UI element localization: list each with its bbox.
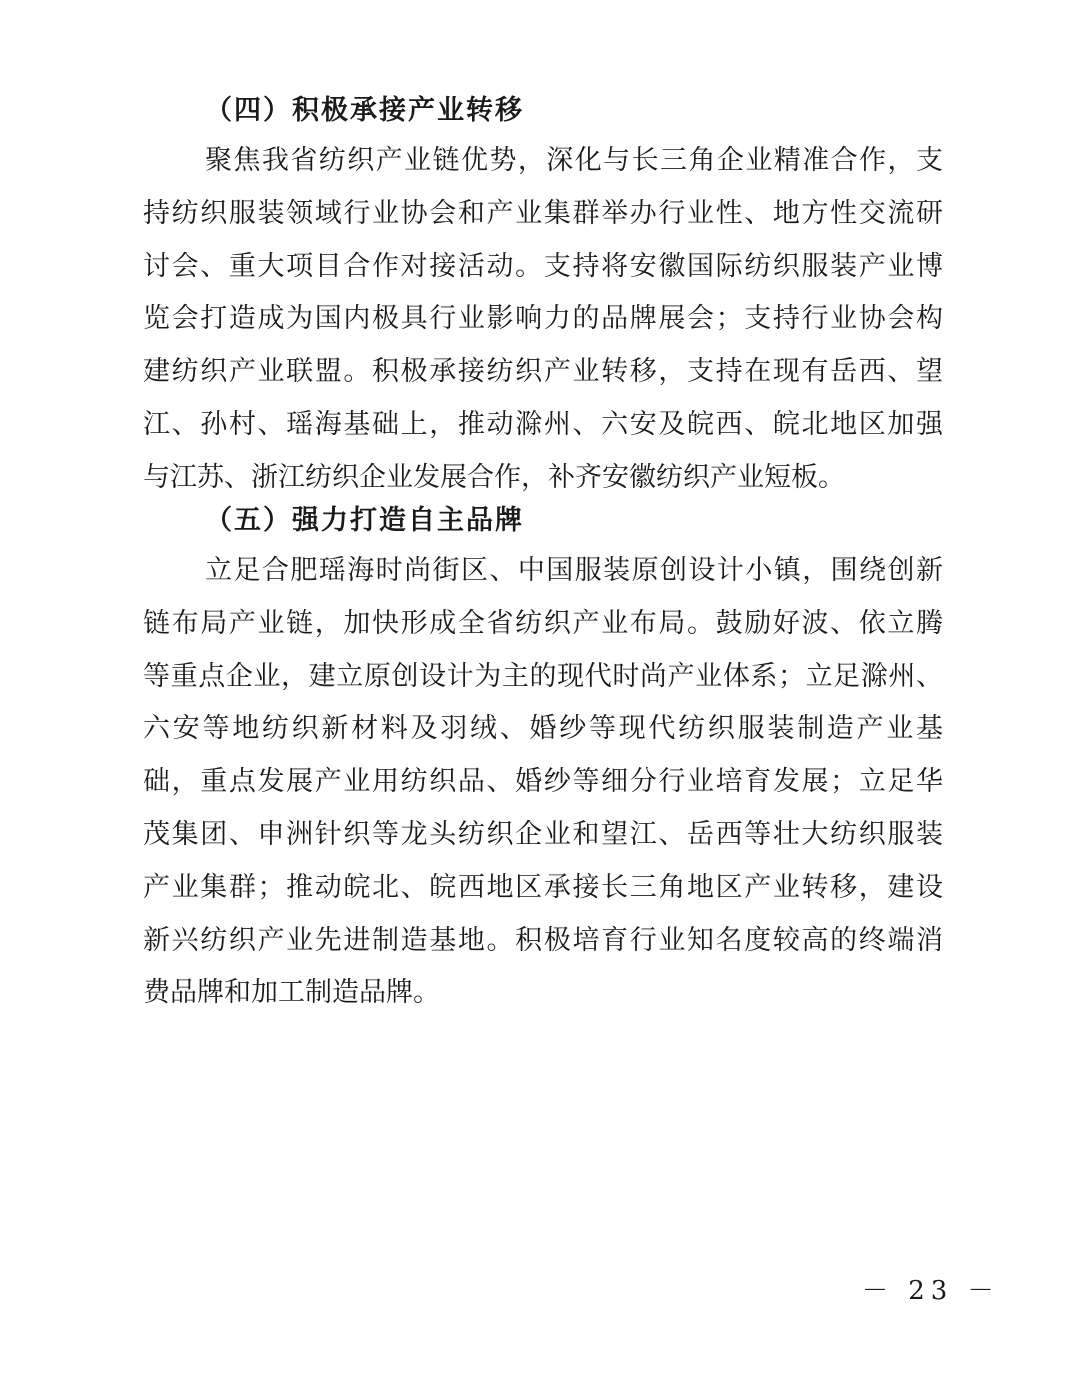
- paragraph-line: 持纺织服装领域行业协会和产业集群举办行业性、地方性交流研: [143, 197, 943, 229]
- paragraph-line: 江、孙村、瑶海基础上，推动滁州、六安及皖西、皖北地区加强: [143, 408, 943, 440]
- paragraph-line: 建纺织产业联盟。积极承接纺织产业转移，支持在现有岳西、望: [143, 356, 943, 388]
- paragraph-line: 产业集群；推动皖北、皖西地区承接长三角地区产业转移，建设: [143, 871, 943, 903]
- paragraph-line: 与江苏、浙江纺织企业发展合作，补齐安徽纺织产业短板。: [143, 461, 845, 493]
- paragraph-line: 览会打造成为国内极具行业影响力的品牌展会；支持行业协会构: [143, 303, 943, 335]
- section-heading-4: （四）积极承接产业转移: [205, 95, 524, 126]
- paragraph-line: 础，重点发展产业用纺织品、婚纱等细分行业培育发展；立足华: [143, 766, 943, 798]
- section-heading-5: （五）强力打造自主品牌: [205, 505, 524, 536]
- paragraph-line: 茂集团、申洲针织等龙头纺织企业和望江、岳西等壮大纺织服装: [143, 818, 943, 850]
- paragraph-line: 讨会、重大项目合作对接活动。支持将安徽国际纺织服装产业博: [143, 250, 943, 282]
- paragraph-line: 立足合肥瑶海时尚街区、中国服装原创设计小镇，围绕创新: [205, 555, 943, 586]
- paragraph-line: 等重点企业，建立原创设计为主的现代时尚产业体系；立足滁州、: [143, 660, 943, 692]
- paragraph-line: 费品牌和加工制造品牌。: [143, 977, 440, 1009]
- page-number: － 23 －: [862, 1276, 1000, 1306]
- section-5-paragraph: [143, 545, 943, 1020]
- section-4-paragraph: [143, 135, 943, 505]
- paragraph-line: 聚焦我省纺织产业链优势，深化与长三角企业精准合作，支: [205, 145, 943, 176]
- paragraph-line: 新兴纺织产业先进制造基地。积极培育行业知名度较高的终端消: [143, 924, 943, 956]
- paragraph-line: 链布局产业链，加快形成全省纺织产业布局。鼓励好波、依立腾: [143, 607, 943, 639]
- paragraph-line: 六安等地纺织新材料及羽绒、婚纱等现代纺织服装制造产业基: [143, 713, 943, 745]
